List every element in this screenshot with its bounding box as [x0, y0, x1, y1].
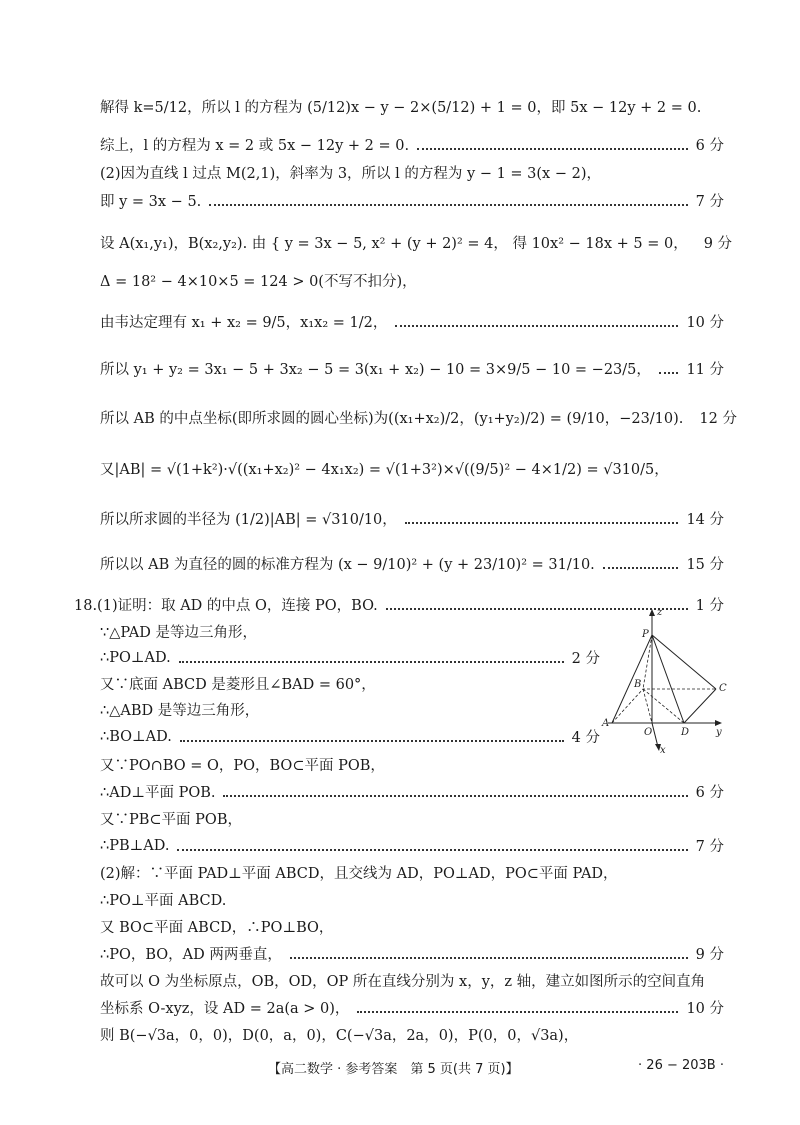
page-footer: [0, 1058, 800, 1078]
solution-line: 又∵PO∩BO = O，PO，BO⊂平面 POB，: [100, 758, 385, 774]
score: 1 分: [695, 598, 724, 614]
x-axis: [652, 723, 658, 747]
score: 9 分: [695, 947, 724, 963]
solution-line: 则 B(−√3a，0，0)，D(0，a，0)，C(−√3a，2a，0)，P(0，0，√3a)，: [100, 1028, 579, 1044]
score: 15 分: [686, 557, 724, 573]
solution-line: 设 A(x₁,y₁)，B(x₂,y₂). 由 { y = 3x − 5, x² + (y + 2)² = 4， 得 10x² − 18x + 5 = 0， 9 分: [100, 232, 724, 253]
solution-line: ∴PO，BO，AD 两两垂直， 9 分: [100, 943, 724, 964]
label-B: B: [634, 679, 642, 690]
solution-line: 所以以 AB 为直径的圆的标准方程为 (x − 9/10)² + (y + 23/10)² = 31/10. 15 分: [100, 553, 724, 574]
solution-line: ∴PB⊥AD. 7 分: [100, 835, 724, 856]
label-A: A: [602, 718, 610, 729]
score: 2 分: [571, 651, 600, 667]
score: 9 分: [703, 236, 733, 252]
label-D: D: [681, 727, 690, 738]
solution-line: 所以所求圆的半径为 (1/2)|AB| = √310/10， 14 分: [100, 508, 724, 529]
problem-18-line: 18.(1)证明：取 AD 的中点 O，连接 PO，BO. 1 分: [74, 594, 724, 615]
score: 10 分: [686, 1001, 724, 1017]
solution-line: 由韦达定理有 x₁ + x₂ = 9/5，x₁x₂ = 1/2， 10 分: [100, 311, 724, 332]
solution-line: ∴PO⊥平面 ABCD.: [100, 893, 227, 909]
score: 7 分: [695, 194, 724, 210]
footer-code: · 26 − 203B ·: [638, 1058, 724, 1073]
solution-line: Δ = 18² − 4×10×5 = 124 > 0(不写不扣分)，: [100, 274, 417, 290]
score: 14 分: [686, 512, 724, 528]
pyramid-figure: [598, 605, 738, 755]
solution-line: 所以 y₁ + y₂ = 3x₁ − 5 + 3x₂ − 5 = 3(x₁ + x₂) − 10 = 3×9/5 − 10 = −23/5， 11 分: [100, 358, 724, 379]
solution-line: 又∵PB⊂平面 POB，: [100, 812, 242, 828]
score: 11 分: [686, 362, 724, 378]
score: 6 分: [695, 138, 724, 154]
label-z: z: [657, 607, 663, 618]
score: 4 分: [571, 730, 600, 746]
label-C: C: [719, 683, 727, 694]
solution-line: (2)解：∵平面 PAD⊥平面 ABCD，且交线为 AD，PO⊥AD，PO⊂平面 PAD，: [100, 866, 618, 882]
score: 12 分: [699, 411, 737, 427]
solution-line: 又 BO⊂平面 ABCD，∴PO⊥BO，: [100, 920, 334, 936]
score: 7 分: [695, 839, 724, 855]
solution-line: ∴AD⊥平面 POB. 6 分: [100, 781, 724, 802]
solution-line: ∴BO⊥AD. 4 分: [100, 726, 600, 747]
solution-line: 坐标系 O-xyz，设 AD = 2a(a > 0)， 10 分: [100, 997, 724, 1018]
solution-line: ∴△ABD 是等边三角形，: [100, 703, 260, 719]
solution-line: 又∵底面 ABCD 是菱形且∠BAD = 60°，: [100, 677, 376, 693]
solution-line: ∴PO⊥AD. 2 分: [100, 647, 600, 668]
score: 6 分: [695, 785, 724, 801]
solution-line: 解得 k=5/12，所以 l 的方程为 (5/12)x − y − 2×(5/12) + 1 = 0，即 5x − 12y + 2 = 0.: [100, 100, 702, 116]
solution-line: 故可以 O 为坐标原点，OB，OD，OP 所在直线分别为 x，y，z 轴，建立如图所示的空间直角: [100, 974, 706, 990]
footer-page-info: 【高二数学 · 参考答案 第 5 页(共 7 页)】: [268, 1062, 519, 1077]
solution-line: 所以 AB 的中点坐标(即所求圆的圆心坐标)为((x₁+x₂)/2，(y₁+y₂)/2) = (9/10，−23/10). 12 分: [100, 407, 724, 428]
label-O: O: [644, 727, 653, 738]
solution-line: 即 y = 3x − 5. 7 分: [100, 190, 724, 211]
solution-line: ∵△PAD 是等边三角形，: [100, 625, 258, 641]
label-P: P: [642, 629, 649, 640]
solution-line: (2)因为直线 l 过点 M(2,1)，斜率为 3，所以 l 的方程为 y − 1 = 3(x − 2)，: [100, 166, 601, 182]
label-y: y: [716, 727, 722, 738]
solution-line: 综上，l 的方程为 x = 2 或 5x − 12y + 2 = 0. 6 分: [100, 134, 724, 155]
label-x: x: [660, 745, 666, 755]
score: 10 分: [686, 315, 724, 331]
solution-line: 又|AB| = √(1+k²)·√((x₁+x₂)² − 4x₁x₂) = √(1+3²)×√((9/5)² − 4×1/2) = √310/5，: [100, 462, 669, 478]
